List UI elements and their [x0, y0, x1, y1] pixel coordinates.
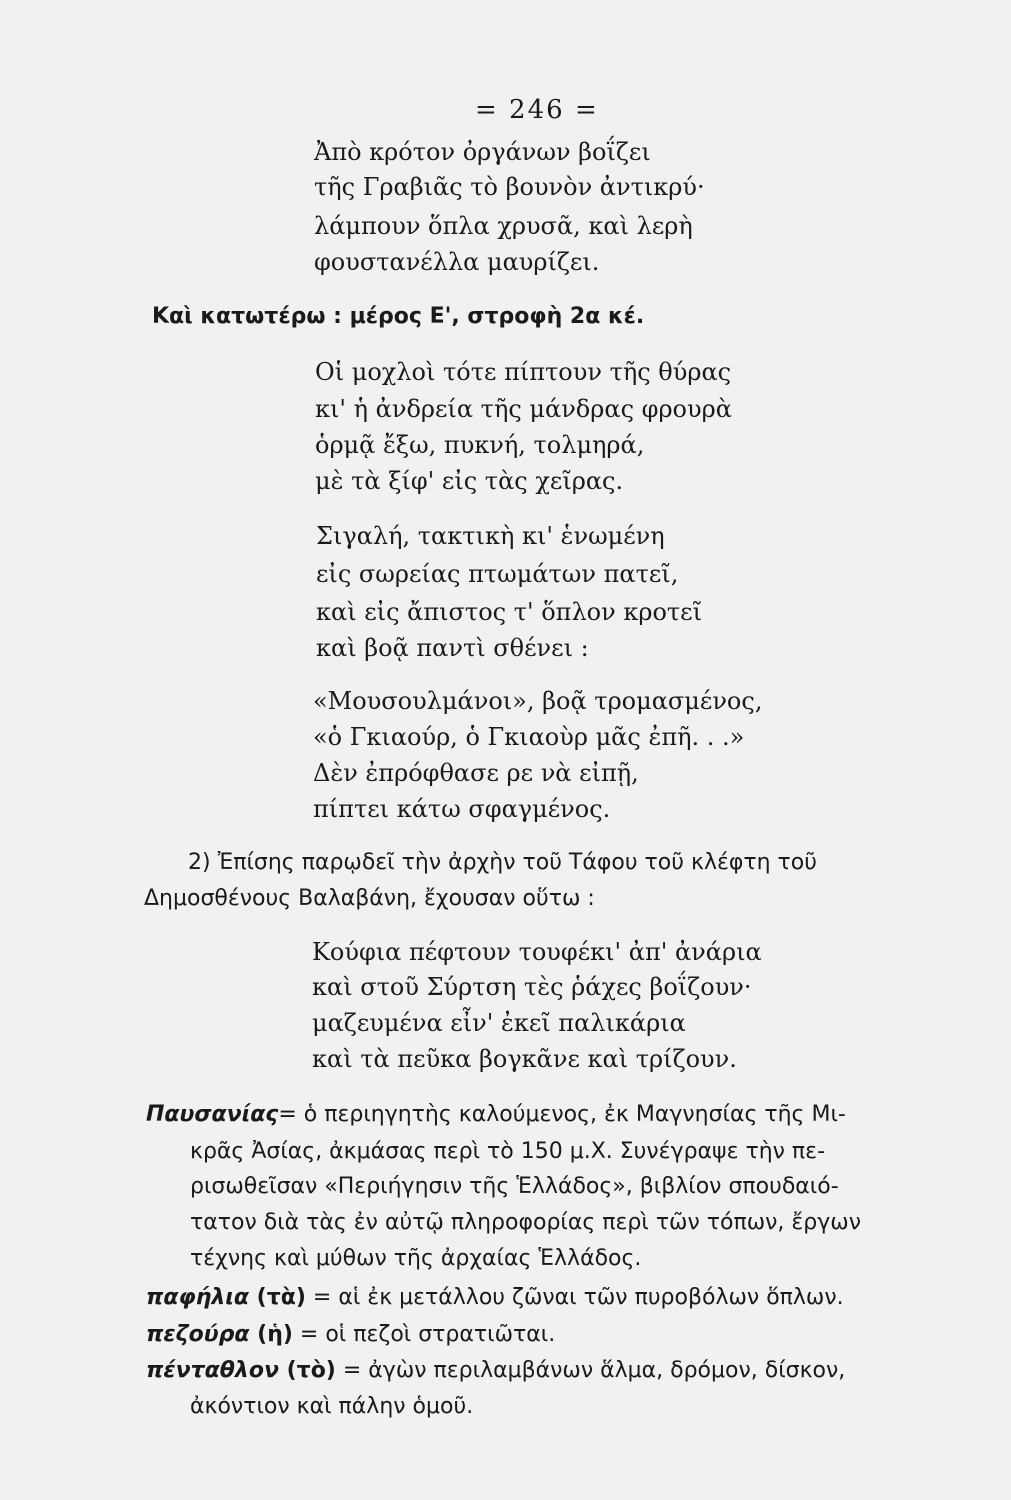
- verse-line: καὶ στοῦ Σύρτση τὲς ῥάχες βοΐζουν·: [312, 973, 752, 1001]
- verse-line: Οἱ μοχλοὶ τότε πίπτουν τῆς θύρας: [315, 358, 732, 386]
- glossary-line: τατον διὰ τὰς ἐν αὐτῷ πληροφορίας περὶ τῶν τόπων, ἔργων: [190, 1210, 861, 1235]
- verse-line: καὶ εἰς ἄπιστος τ' ὅπλον κροτεῖ: [316, 598, 703, 626]
- verse-line: μὲ τὰ ξίφ' εἰς τὰς χεῖρας.: [315, 467, 624, 495]
- glossary-term: Παυσανίας: [146, 1102, 279, 1127]
- glossary-term: πένταθλον: [146, 1358, 279, 1383]
- glossary-line: κρᾶς Ἀσίας, ἀκμάσας περὶ τὸ 150 μ.Χ. Συνέγραψε τὴν πε-: [190, 1139, 826, 1164]
- glossary-line: τέχνης καὶ μύθων τῆς ἀρχαίας Ἑλλάδος.: [190, 1246, 642, 1271]
- glossary-definition: = ἀγὼν περιλαμβάνων ἅλμα, δρόμον, δίσκον,: [335, 1358, 846, 1383]
- verse-line: λάμπουν ὅπλα χρυσᾶ, καὶ λερὴ: [314, 212, 693, 240]
- verse-line: κι' ἡ ἀνδρεία τῆς μάνδρας φρουρὰ: [315, 395, 732, 423]
- paragraph-line: Δημοσθένους Βαλαβάνη, ἔχουσαν οὕτω :: [144, 886, 595, 911]
- glossary-definition: = οἱ πεζοὶ στρατιῶται.: [292, 1322, 556, 1347]
- glossary-definition: = αἱ ἐκ μετάλλου ζῶναι τῶν πυροβόλων ὅπλων.: [305, 1285, 844, 1310]
- verse-line: Κούφια πέφτουν τουφέκι' ἀπ' ἀνάρια: [312, 938, 762, 966]
- verse-line: ὁρμᾷ ἔξω, πυκνή, τολμηρά,: [315, 431, 645, 459]
- glossary-article: (τὸ): [278, 1358, 336, 1383]
- glossary-term: πεζούρα: [146, 1322, 250, 1347]
- verse-line: καὶ τὰ πεῦκα βογκᾶνε καὶ τρίζουν.: [312, 1045, 737, 1073]
- glossary-line: ρισωθεῖσαν «Περιήγησιν τῆς Ἑλλάδος», βιβλίον σπουδαιό-: [190, 1174, 839, 1199]
- verse-line: φουστανέλλα μαυρίζει.: [314, 248, 600, 276]
- page-number: = 246 =: [475, 95, 599, 125]
- glossary-article: (τὰ): [249, 1285, 306, 1310]
- verse-line: μαζευμένα εἶν' ἐκεῖ παλικάρια: [312, 1009, 686, 1037]
- verse-line: «Μουσουλμάνοι», βοᾷ τρομασμένος,: [313, 687, 763, 715]
- glossary-entry: [146, 1283, 844, 1313]
- glossary-article: (ἡ): [249, 1322, 293, 1347]
- verse-line: Ἀπὸ κρότον ὀργάνων βοΐζει: [314, 138, 651, 166]
- verse-line: εἰς σωρείας πτωμάτων πατεῖ,: [316, 560, 679, 588]
- glossary-line: ἀκόντιον καὶ πάλην ὁμοῦ.: [190, 1394, 474, 1419]
- verse-line: πίπτει κάτω σφαγμένος.: [313, 795, 611, 823]
- glossary-entry: [146, 1356, 845, 1386]
- verse-line: Δὲν ἐπρόφθασε ρε νὰ εἰπῇ,: [313, 759, 639, 787]
- verse-line: Σιγαλή, τακτικὴ κι' ἑνωμένη: [316, 522, 665, 550]
- verse-line: «ὁ Γκιαούρ, ὁ Γκιαοὺρ μᾶς ἐπῆ. . .»: [313, 723, 745, 751]
- paragraph-line: 2) Ἐπίσης παρῳδεῖ τὴν ἀρχὴν τοῦ Τάφου τοῦ κλέφτη τοῦ: [188, 850, 817, 875]
- glossary-definition: = ὁ περιηγητὴς καλούμενος, ἐκ Μαγνησίας τῆς Μι-: [278, 1102, 846, 1127]
- glossary-term: παφήλια: [146, 1285, 249, 1310]
- note-line: Καὶ κατωτέρω : μέρος Ε', στροφὴ 2α κέ.: [152, 304, 645, 329]
- verse-line: καὶ βοᾷ παντὶ σθένει :: [316, 634, 589, 662]
- glossary-entry: [146, 1320, 555, 1350]
- glossary-entry: [146, 1100, 846, 1130]
- verse-line: τῆς Γραβιᾶς τὸ βουνὸν ἀντικρύ·: [314, 173, 705, 201]
